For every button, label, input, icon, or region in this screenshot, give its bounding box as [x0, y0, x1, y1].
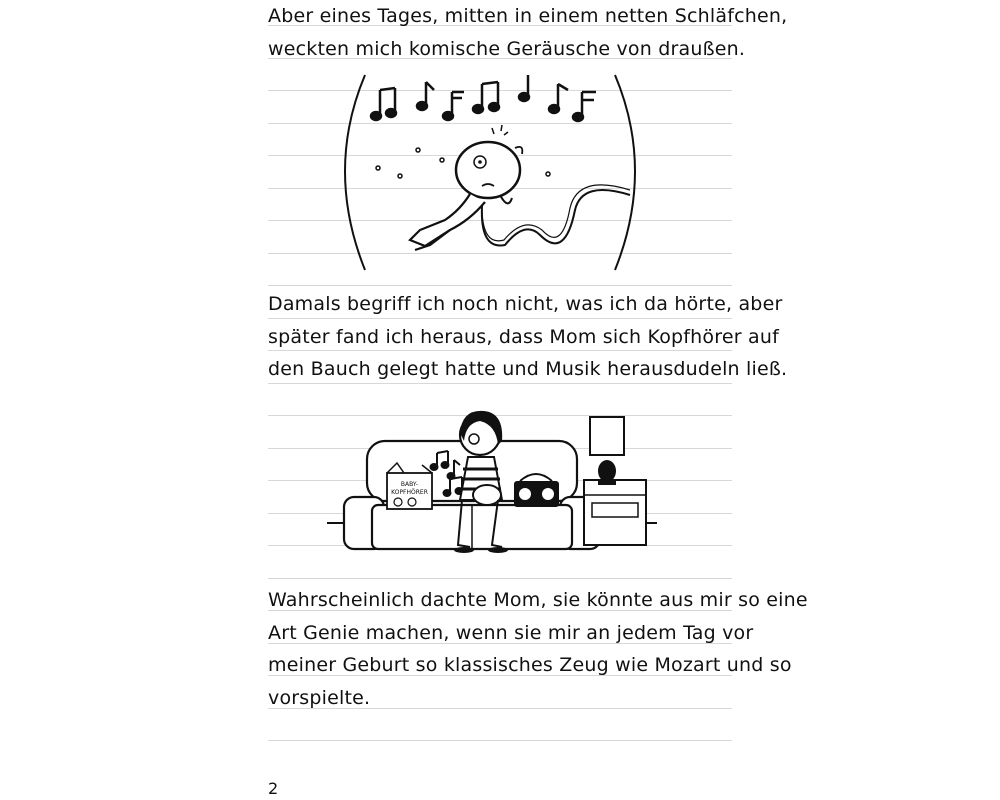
text-line: später fand ich heraus, dass Mom sich Kopfhörer auf — [268, 325, 779, 348]
paragraph-1 — [268, 0, 788, 65]
ruled-line — [268, 285, 732, 286]
text-line: vorspielte. — [268, 686, 371, 709]
text-line: weckten mich komische Geräusche von draußen. — [268, 37, 746, 60]
ruled-line — [268, 740, 732, 741]
text-line: Damals begriff ich noch nicht, was ich da hörte, aber — [268, 293, 783, 315]
paragraph-2 — [268, 288, 788, 386]
fetus-music-illustration — [330, 70, 650, 275]
text-line: Aber eines Tages, mitten in einem netten Schläfchen, — [268, 5, 788, 27]
page-number: 2 — [268, 779, 279, 798]
paragraph-3 — [268, 584, 808, 714]
text-line: den Bauch gelegt hatte und Musik herausdudeln ließ. — [268, 358, 788, 380]
ruled-line — [268, 578, 732, 579]
text-line: Art Genie machen, wenn sie mir an jedem Tag vor — [268, 621, 754, 644]
box-label-2: KOPFHÖRER — [391, 489, 428, 496]
box-label-1: BABY- — [400, 481, 419, 488]
text-line: meiner Geburt so klassisches Zeug wie Mozart und so — [268, 654, 792, 676]
text-line: Wahrscheinlich dachte Mom, sie könnte aus mir so eine — [268, 589, 808, 611]
mom-couch-illustration — [322, 405, 662, 565]
